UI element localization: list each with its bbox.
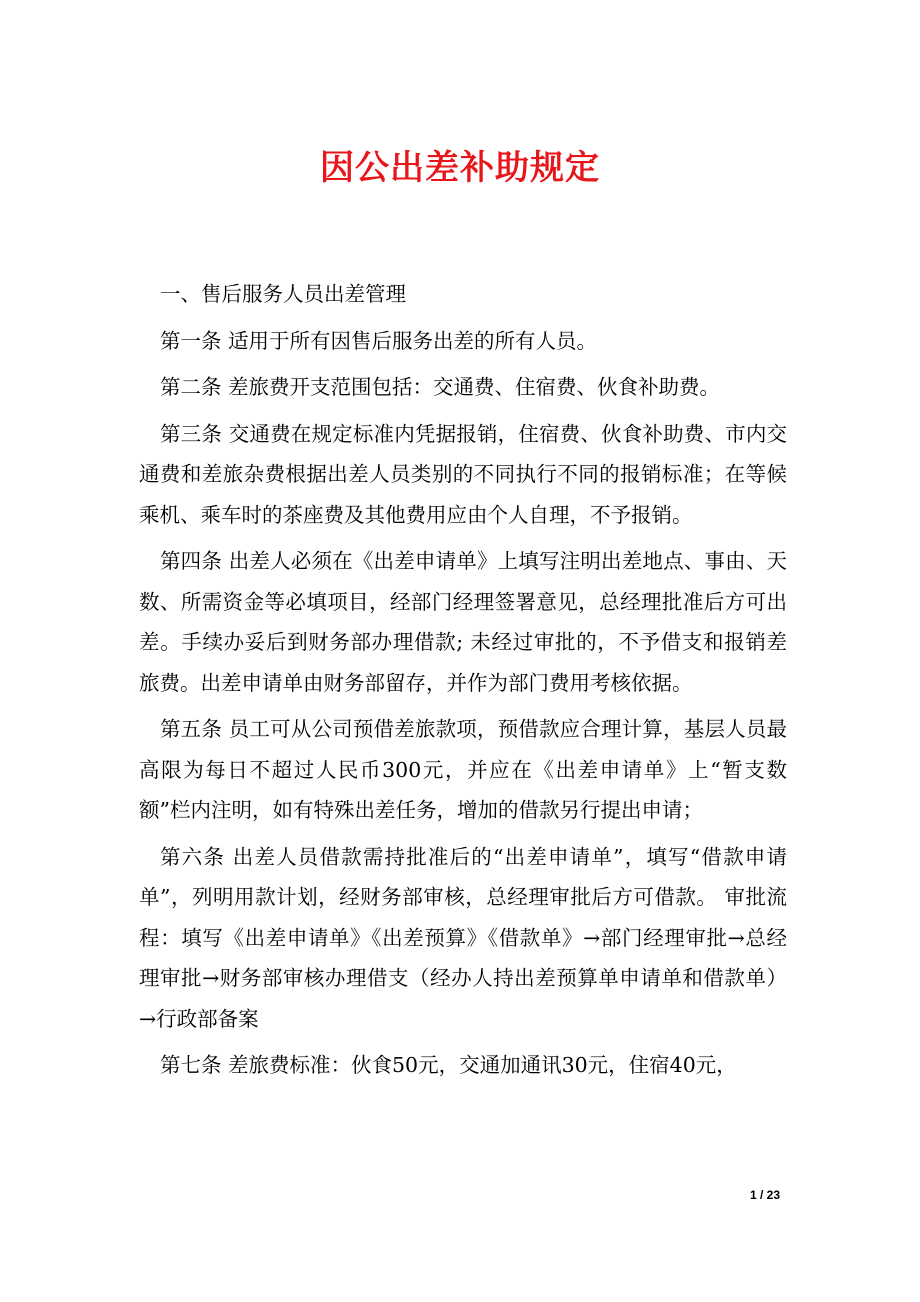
article-6: 第六条 出差人员借款需持批准后的“出差申请单”，填写“借款申请单”，列明用款计划，经财务部审核，总经理审批后方可借款。 审批流程：填写《出差申请单》《出差预算》《借款单》→部门经理审批→总经理审批→财务部审核办理借支（经办人持出差预算单申请单和借款单）→行政部备案 (139, 844, 787, 1031)
article-5: 第五条 员工可从公司预借差旅款项，预借款应合理计算，基层人员最高限为每日不超过人民币300元，并应在《出差申请单》上“暂支数额”栏内注明，如有特殊出差任务，增加的借款另行提出申请； (139, 717, 787, 822)
article-4: 第四条 出差人必须在《出差申请单》上填写注明出差地点、事由、天数、所需资金等必填项目，经部门经理签署意见，总经理批准后方可出差。手续办妥后到财务部办理借款; 未经过审批的，不予借支和报销差旅费。出差申请单由财务部留存，并作为部门费用考核依据。 (139, 549, 787, 695)
document-title: 因公出差补助规定 (320, 148, 600, 188)
article-7: 第七条 差旅费标准：伙食50元，交通加通讯30元，住宿40元， (160, 1053, 737, 1077)
page-number: 1 / 23 (749, 1188, 780, 1202)
article-3: 第三条 交通费在规定标准内凭据报销，住宿费、伙食补助费、市内交通费和差旅杂费根据出差人员类别的不同执行不同的报销标准；在等候乘机、乘车时的茶座费及其他费用应由个人自理，不予报销。 (139, 421, 787, 527)
article-2: 第二条 差旅费开支范围包括：交通费、住宿费、伙食补助费。 (160, 375, 721, 399)
section-heading: 一、售后服务人员出差管理 (160, 282, 406, 306)
article-1: 第一条 适用于所有因售后服务出差的所有人员。 (160, 328, 598, 353)
document-body (139, 274, 787, 1092)
